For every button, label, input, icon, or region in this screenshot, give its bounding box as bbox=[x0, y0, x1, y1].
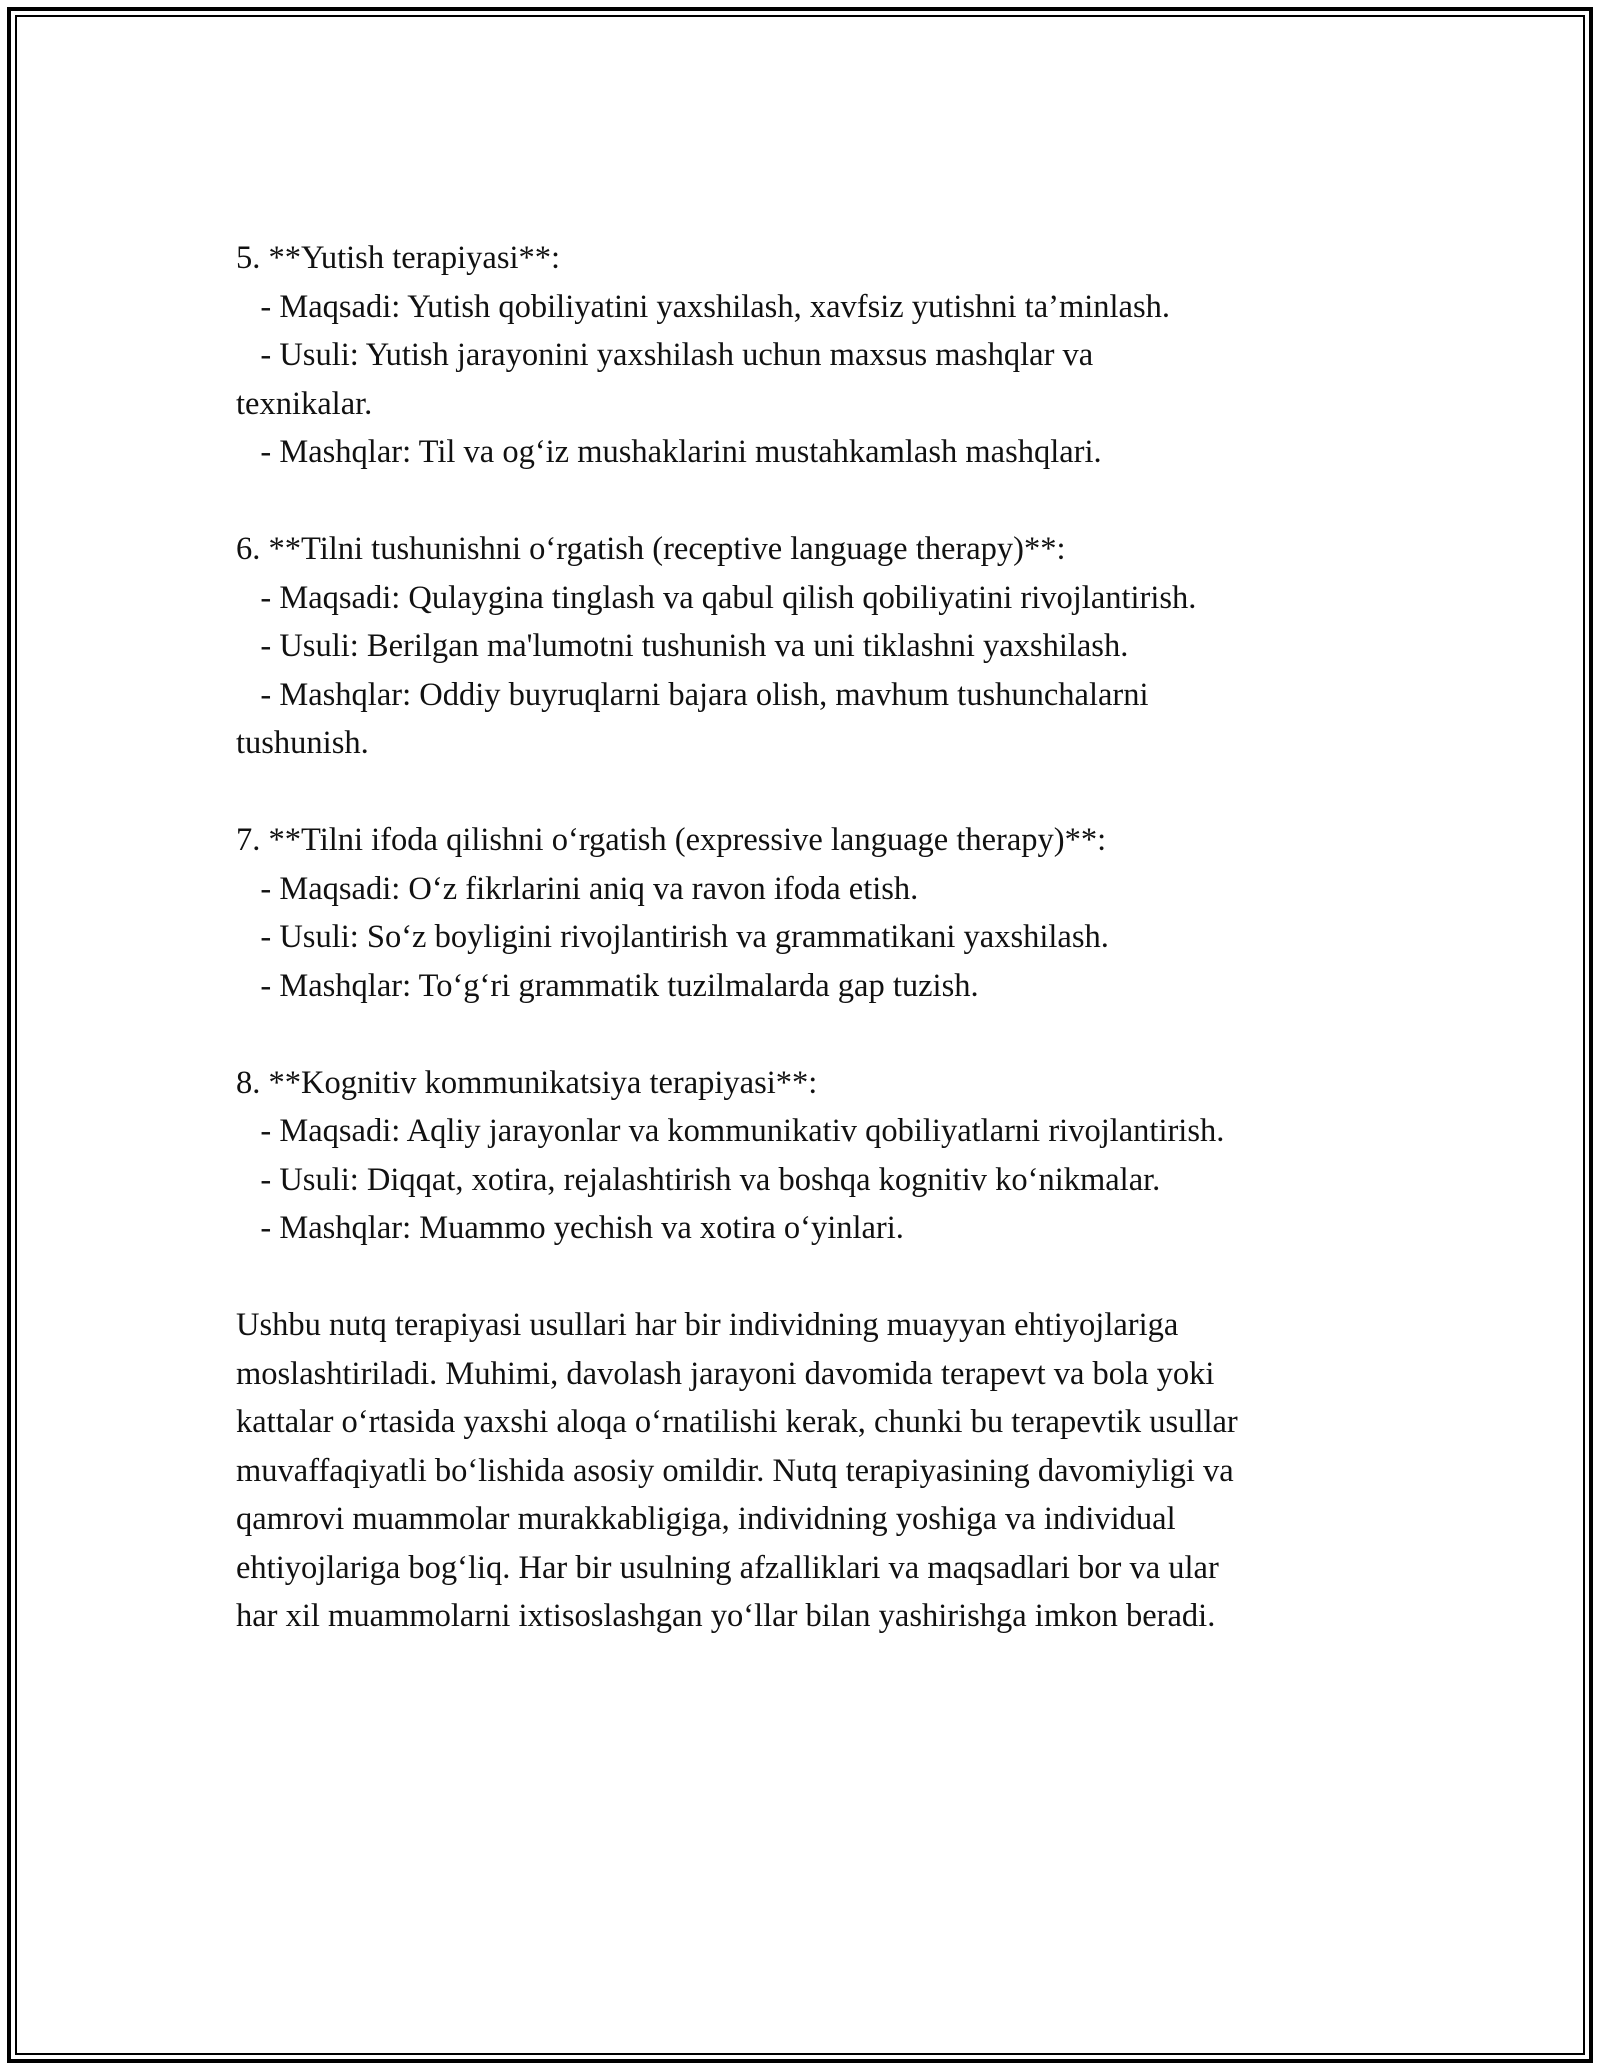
section-7 bbox=[236, 816, 1376, 1010]
conclusion-line: har xil muammolarni ixtisoslashgan yo‘llar bilan yashirishga imkon beradi. bbox=[236, 1598, 1216, 1634]
conclusion-line: kattalar o‘rtasida yaxshi aloqa o‘rnatilishi kerak, chunki bu terapevtik usullar bbox=[236, 1404, 1238, 1440]
section-heading: 7. **Tilni ifoda qilishni o‘rgatish (expressive language therapy)**: bbox=[236, 822, 1107, 858]
section-line: - Usuli: Diqqat, xotira, rejalashtirish va boshqa kognitiv ko‘nikmalar. bbox=[236, 1161, 1161, 1198]
conclusion-line: Ushbu nutq terapiyasi usullari har bir individning muayyan ehtiyojlariga bbox=[236, 1307, 1179, 1343]
section-line: tushunish. bbox=[236, 725, 369, 761]
paragraph-gap bbox=[236, 1253, 1376, 1302]
section-line: - Usuli: Yutish jarayonini yaxshilash uchun maxsus mashqlar va bbox=[236, 337, 1094, 373]
conclusion-line: qamrovi muammolar murakkabligiga, individning yoshiga va individual bbox=[236, 1501, 1176, 1537]
section-heading: 8. **Kognitiv kommunikatsiya terapiyasi**: bbox=[236, 1064, 818, 1101]
paragraph-gap bbox=[236, 477, 1376, 526]
paragraph-gap bbox=[236, 1010, 1376, 1059]
section-line: - Mashqlar: To‘g‘ri grammatik tuzilmalarda gap tuzish. bbox=[236, 967, 979, 1004]
conclusion-line: moslashtiriladi. Muhimi, davolash jarayoni davomida terapevt va bola yoki bbox=[236, 1355, 1215, 1392]
conclusion-line: muvaffaqiyatli bo‘lishida asosiy omildir. Nutq terapiyasining davomiyligi va bbox=[236, 1452, 1234, 1489]
conclusion-line: ehtiyojlariga bog‘liq. Har bir usulning afzalliklari va maqsadlari bor va ular bbox=[236, 1549, 1219, 1586]
document-body bbox=[236, 234, 1376, 1641]
section-line: - Mashqlar: Oddiy buyruqlarni bajara olish, mavhum tushunchalarni bbox=[236, 676, 1149, 713]
section-line: - Maqsadi: Yutish qobiliyatini yaxshilash, xavfsiz yutishni ta’minlash. bbox=[236, 288, 1170, 325]
section-line: texnikalar. bbox=[236, 385, 373, 422]
section-line: - Maqsadi: O‘z fikrlarini aniq va ravon ifoda etish. bbox=[236, 870, 919, 907]
section-6 bbox=[236, 525, 1376, 768]
section-heading: 6. **Tilni tushunishni o‘rgatish (receptive language therapy)**: bbox=[236, 531, 1066, 567]
section-heading: 5. **Yutish terapiyasi**: bbox=[236, 240, 561, 276]
section-8 bbox=[236, 1059, 1376, 1253]
section-line: - Maqsadi: Aqliy jarayonlar va kommunikativ qobiliyatlarni rivojlantirish. bbox=[236, 1113, 1225, 1149]
section-line: - Mashqlar: Muammo yechish va xotira o‘yinlari. bbox=[236, 1210, 904, 1246]
section-line: - Mashqlar: Til va og‘iz mushaklarini mustahkamlash mashqlari. bbox=[236, 434, 1102, 470]
conclusion-paragraph bbox=[236, 1301, 1376, 1641]
section-line: - Usuli: So‘z boyligini rivojlantirish va grammatikani yaxshilash. bbox=[236, 919, 1109, 955]
section-line: - Maqsadi: Qulaygina tinglash va qabul qilish qobiliyatini rivojlantirish. bbox=[236, 579, 1197, 616]
section-line: - Usuli: Berilgan ma'lumotni tushunish va uni tiklashni yaxshilash. bbox=[236, 628, 1129, 664]
section-5 bbox=[236, 234, 1376, 477]
paragraph-gap bbox=[236, 768, 1376, 817]
